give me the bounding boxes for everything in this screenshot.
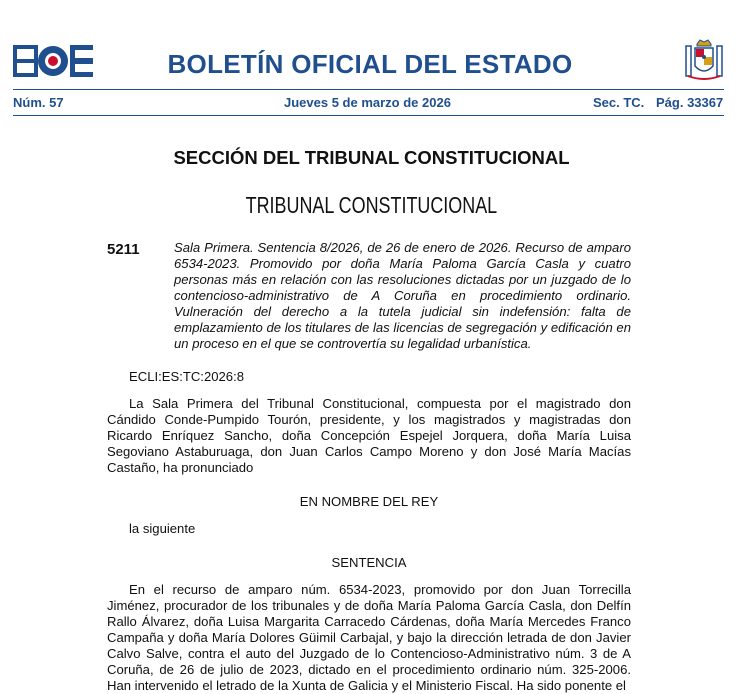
issue-number: Núm. 57 xyxy=(13,95,64,110)
header-rule-bottom xyxy=(13,115,724,116)
section-reference: Sec. TC. xyxy=(593,95,645,110)
sentence-heading: SENTENCIA xyxy=(331,555,407,570)
entry-summary: Sala Primera. Sentencia 8/2026, de 26 de enero de 2026. Recurso de amparo 6534-2023. Promovido por doña María Paloma García Casla y cuatro personas más en relación con las resoluciones dictadas por un juzgado de lo contencioso-administrativo de A Coruña en procedimiento ordinario. Vulneración del derecho a la tutela judicial sin indefensión: falta de emplazamiento de los titulares de las licencias de segregación y edificación en un proceso en el que se controvertía su legalidad urbanística. xyxy=(174,240,631,351)
court-title: TRIBUNAL CONSTITUCIONAL xyxy=(245,192,498,218)
body-paragraph: En el recurso de amparo núm. 6534-2023, promovido por don Juan Torrecilla Jiménez, procurador de los tribunales y de doña María Paloma García Casla, don Delfín Rallo Álvarez, doña Luisa Margarita Carracedo Cárdenas, doña María Mercedes Franco Campaña y doña María Dolores Güimil Carbajal, y bajo la dirección letrada de don Javier Calvo Salve, contra el auto del Juzgado de lo Contencioso-Administrativo núm. 3 de A Coruña, de 26 de julio de 2023, dictado en el procedimiento ordinario núm. 325-2006. Han intervenido el letrado de la Xunta de Galicia y el Ministerio Fiscal. Ha sido ponente el xyxy=(107,582,631,693)
boe-logo xyxy=(13,45,93,77)
entry-number: 5211 xyxy=(107,241,140,258)
in-name-of-king-heading: EN NOMBRE DEL REY xyxy=(299,494,439,509)
issue-date: Jueves 5 de marzo de 2026 xyxy=(284,95,451,110)
ecli-identifier: ECLI:ES:TC:2026:8 xyxy=(129,369,244,384)
header-rule-top xyxy=(13,89,724,90)
intro-paragraph: La Sala Primera del Tribunal Constitucional, compuesta por el magistrado don Cándido Conde-Pumpido Tourón, presidente, y los magistrados y magistradas don Ricardo Enríquez Sancho, doña Concepción Espejel Jorquera, doña María Luisa Segoviano Astaburuaga, don Juan Carlos Campo Moreno y don José María Macías Castaño, ha pronunciado xyxy=(107,396,631,475)
page-number: Pág. 33367 xyxy=(656,95,724,110)
section-title: SECCIÓN DEL TRIBUNAL CONSTITUCIONAL xyxy=(173,147,570,168)
spain-coat-of-arms-icon xyxy=(684,38,724,82)
following-text: la siguiente xyxy=(129,521,196,536)
publication-title: BOLETÍN OFICIAL DEL ESTADO xyxy=(167,49,573,79)
